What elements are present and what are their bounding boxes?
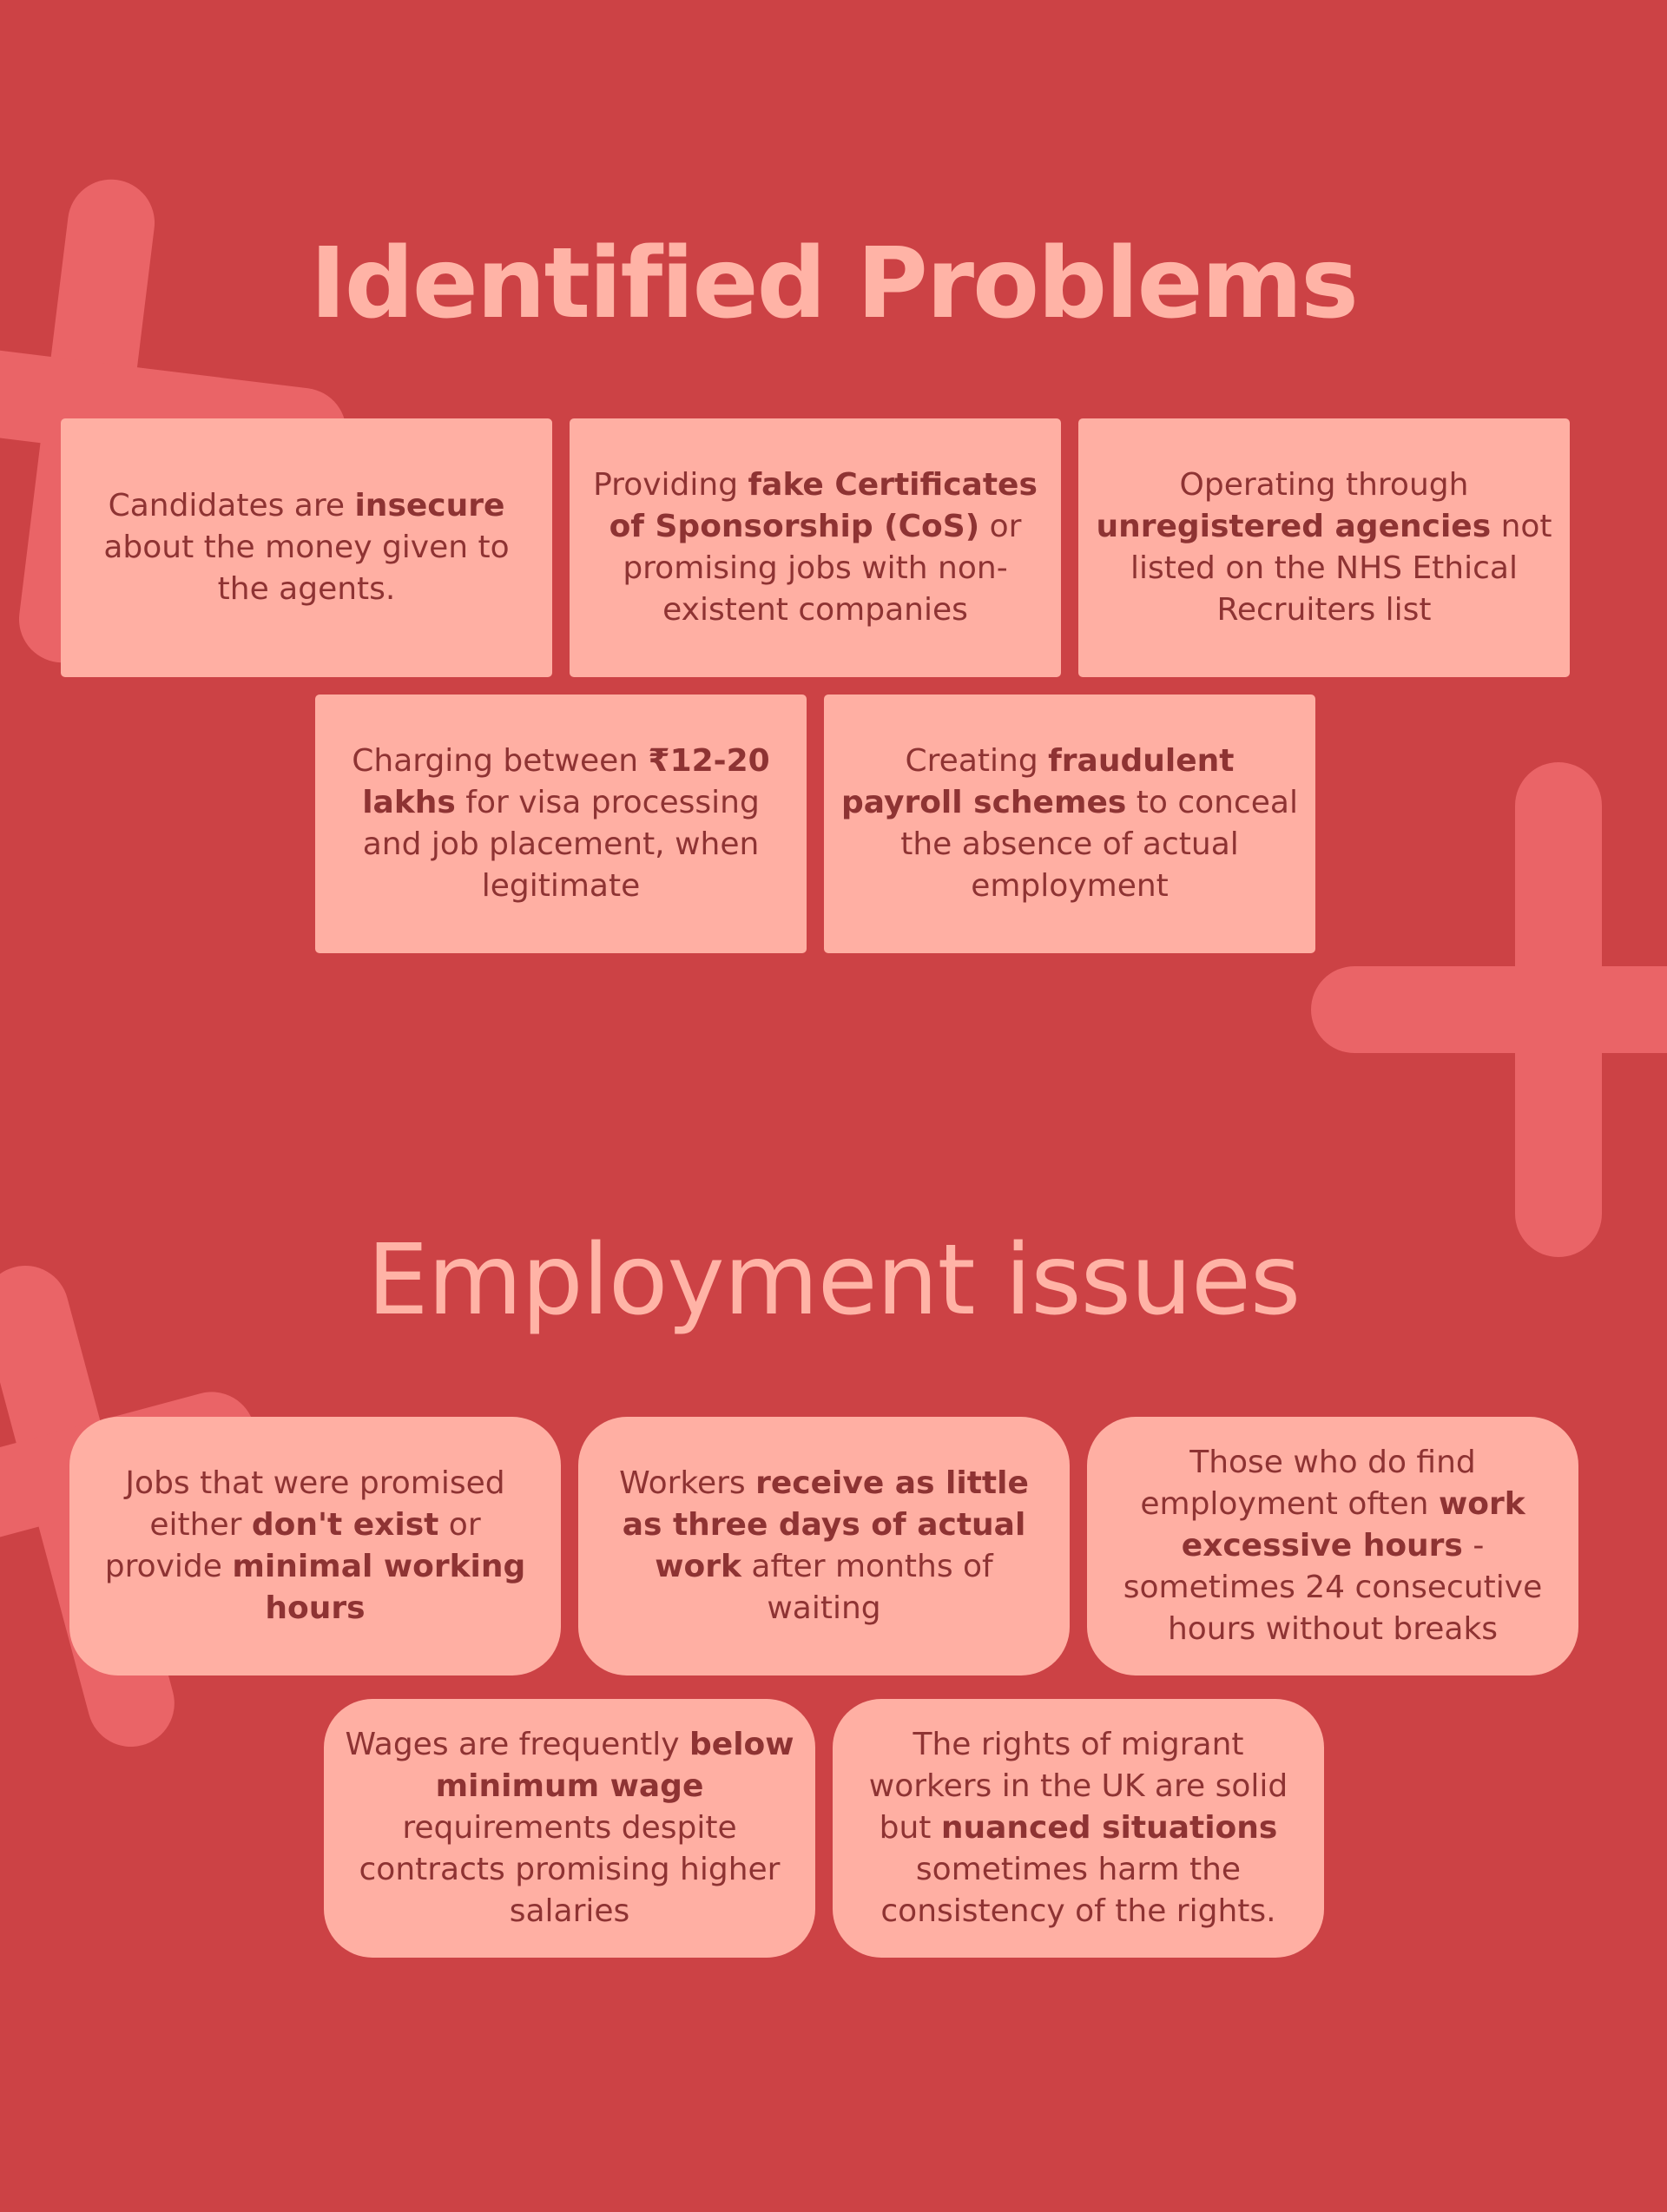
problem-card <box>570 418 1061 677</box>
employment-card <box>833 1699 1324 1958</box>
problem-card-text: Candidates are insecure about the money given to the agents. <box>103 488 510 607</box>
employment-card-text: Workers receive as little as three days of actual work after months of waiting <box>619 1465 1029 1626</box>
problem-card-text: Creating fraudulent payroll schemes to conceal the absence of actual employment <box>841 743 1298 904</box>
employment-card <box>578 1417 1070 1675</box>
problem-card <box>1078 418 1570 677</box>
cross-bar-horizontal <box>1311 966 1667 1053</box>
section-title-employment-issues: Employment issues <box>366 1224 1301 1337</box>
employment-card <box>324 1699 815 1958</box>
employment-card-text: The rights of migrant workers in the UK are solid but nuanced situations sometimes harm the consistency of the rights. <box>868 1727 1288 1929</box>
problem-card <box>824 695 1315 953</box>
employment-card-text: Jobs that were promised either don't exist or provide minimal working hours <box>104 1465 526 1626</box>
employment-card-text: Those who do find employment often work excessive hours - sometimes 24 consecutive hours without breaks <box>1123 1445 1543 1647</box>
employment-card <box>1087 1417 1578 1675</box>
section-title-identified-problems: Identified Problems <box>310 227 1357 340</box>
problem-card <box>315 695 807 953</box>
problem-card-text: Providing fake Certificates of Sponsorship (CoS) or promising jobs with non-existent companies <box>593 467 1038 628</box>
problem-card-text: Operating through unregistered agencies not listed on the NHS Ethical Recruiters list <box>1096 467 1552 628</box>
problem-card <box>61 418 552 677</box>
employment-card-text: Wages are frequently below minimum wage requirements despite contracts promising higher salaries <box>345 1727 794 1929</box>
problem-card-text: Charging between ₹12-20 lakhs for visa processing and job placement, when legitimate <box>352 743 770 904</box>
employment-card <box>69 1417 561 1675</box>
